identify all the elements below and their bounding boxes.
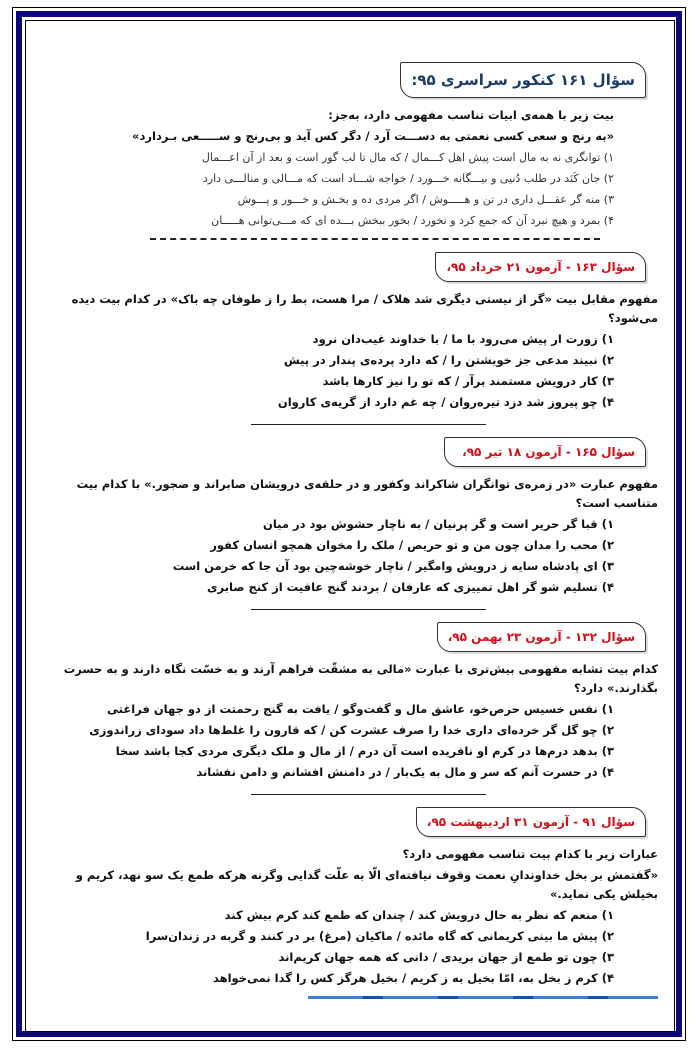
option-4: ۴) در حسرت آنم که سر و مال به یک‌بار / در دامنش افشانم و دامن نفشاند bbox=[196, 765, 614, 779]
option-4: ۴) کرم ز بخل به، امّا بخیل به ز کریم / بخیل هرگز کس را گدا نمی‌خواهد bbox=[212, 971, 614, 985]
option-4: ۴) چو پیروز شد دزد تیره‌روان / چه غم دارد از گریه‌ی کاروان bbox=[277, 395, 614, 409]
question-quote: «گفتمش بر بخل خداوندانِ نعمت وقوف نیافته‌ای الّا به علّت گدایی وگرنه هرکه طمع یک سو نهد، کریم و بخیلش یکی نماید.» bbox=[75, 868, 658, 901]
question-header-163: سؤال ۱۶۳ - آزمون ۲۱ خرداد ۹۵، bbox=[435, 252, 646, 282]
option-1: ۱) قبا گر حریر است و گر پرنیان / به ناچار حشوش بود در میان bbox=[263, 517, 614, 531]
divider bbox=[251, 609, 486, 610]
question-header-165: سؤال ۱۶۵ - آزمون ۱۸ تیر ۹۵، bbox=[444, 437, 646, 467]
option-2: ۲) پیش ما بینی کریمانی که گاه مائده / ماکیان (مرغ) بر در کنند و گربه در زندان‌سرا bbox=[145, 929, 614, 943]
option-3: ۳) منه گر عقـــل داری در تن و هـــــوش / اگر مردی ده و بخـش و خـــور و پـــوش bbox=[237, 193, 614, 206]
question-text: عبارات زیر با کدام بیت تناسب مفهومی دارد؟ bbox=[402, 847, 658, 861]
option-2: ۲) جان کَنَد در طلب دُنیی و بیـــگانه خـــورد / خواجه شـــاد است که مـــالی و منالـــی دارد bbox=[202, 172, 614, 185]
question-quote: «به رنج و سعی کسی نعمتی به دســـت آرد / دگر کس آید و بی‌رنج و ســـــعی بـردارد» bbox=[132, 129, 614, 143]
option-1: ۱) توانگری نه به مال است پیش اهل کـــمال / که مال تا لب گور است و بعد از آن اعـــمال bbox=[201, 151, 614, 164]
option-2: ۲) نبیند مدعی جز خویشتن را / که دارد پرده‌ی پندار در پیش bbox=[283, 353, 614, 367]
question-header-91: سؤال ۹۱ - آزمون ۳۱ اردیبهشت ۹۵، bbox=[416, 807, 646, 837]
option-1: ۱) منعم که نظر به حال درویش کند / چندان که طمع کند کرم بیش کند bbox=[224, 908, 614, 922]
question-165 bbox=[40, 437, 658, 610]
question-header-161: سؤال ۱۶۱ کنکور سراسری ۹۵: bbox=[400, 62, 646, 98]
question-intro: بیت زیر با همه‌ی ابیات تناسب مفهومی دارد، به‌جز: bbox=[328, 108, 614, 122]
question-text: کدام بیت تشابه مفهومی بیش‌تری با عبارت «مالی به مشقّت فراهم آرند و به خسّت نگاه دارند و به حسرت بگذارند.» دارد؟ bbox=[63, 662, 658, 695]
option-2: ۲) چو گل گر خرده‌ای داری خدا را صرف عشرت کن / که قارون را غلط‌ها داد سودای زراندوزی bbox=[89, 723, 614, 737]
option-3: ۳) بدهد درم‌ها در کرم او نافریده است آن درم / از مال و ملک دیگری مردی کجا باشد سخا bbox=[115, 744, 614, 758]
question-text: مفهوم عبارت «در زمره‌ی توانگران شاکراند وکفور و در حلقه‌ی درویشان صابراند و ضجور.» با کدام بیت متناسب است؟ bbox=[76, 477, 658, 510]
option-4: ۴) تسلیم شو گر اهل تمییزی که عارفان / بردند گنج عافیت از کنج صابری bbox=[207, 580, 614, 594]
divider bbox=[251, 794, 486, 795]
question-91 bbox=[40, 807, 658, 999]
option-3: ۳) ای پادشاه سایه ز درویش وامگیر / ناچار خوشه‌چین بود آن جا که خرمن است bbox=[172, 559, 614, 573]
question-161 bbox=[40, 62, 658, 240]
option-1: ۱) نفس خسیس حرص‌خو، عاشق مال و گفت‌وگو / یافت به گنج رحمتت از دو جهان فراغتی bbox=[107, 702, 614, 716]
question-132 bbox=[40, 622, 658, 795]
option-2: ۲) محب را مدان چون من و تو حریص / ملک را مخوان همچو انسان کفور bbox=[210, 538, 614, 552]
question-163 bbox=[40, 252, 658, 425]
divider bbox=[251, 424, 486, 425]
question-header-132: سؤال ۱۳۲ - آزمون ۲۳ بهمن ۹۵، bbox=[437, 622, 646, 652]
question-text: مفهوم مقابل بیت «گر از نیستی دیگری شد هلاک / مرا هست، بط را ز طوفان چه باک» در کدام بیت دیده می‌شود؟ bbox=[71, 292, 658, 325]
option-3: ۳) کار درویش مستمند برآر / که تو را نیز کارها باشد bbox=[322, 374, 614, 388]
dashed-divider bbox=[150, 238, 600, 240]
option-3: ۳) چون تو طمع از جهان بریدی / دانی که همه جهان کریم‌اند bbox=[278, 950, 614, 964]
option-4: ۴) بمرد و هیچ نبرد آن که جمع کرد و نخورد / بخور ببخش بـــده ای که مـــی‌توانی هـــــان bbox=[211, 214, 614, 227]
option-1: ۱) زورت ار پیش می‌رود با ما / با خداوند غیب‌دان نرود bbox=[312, 332, 614, 346]
